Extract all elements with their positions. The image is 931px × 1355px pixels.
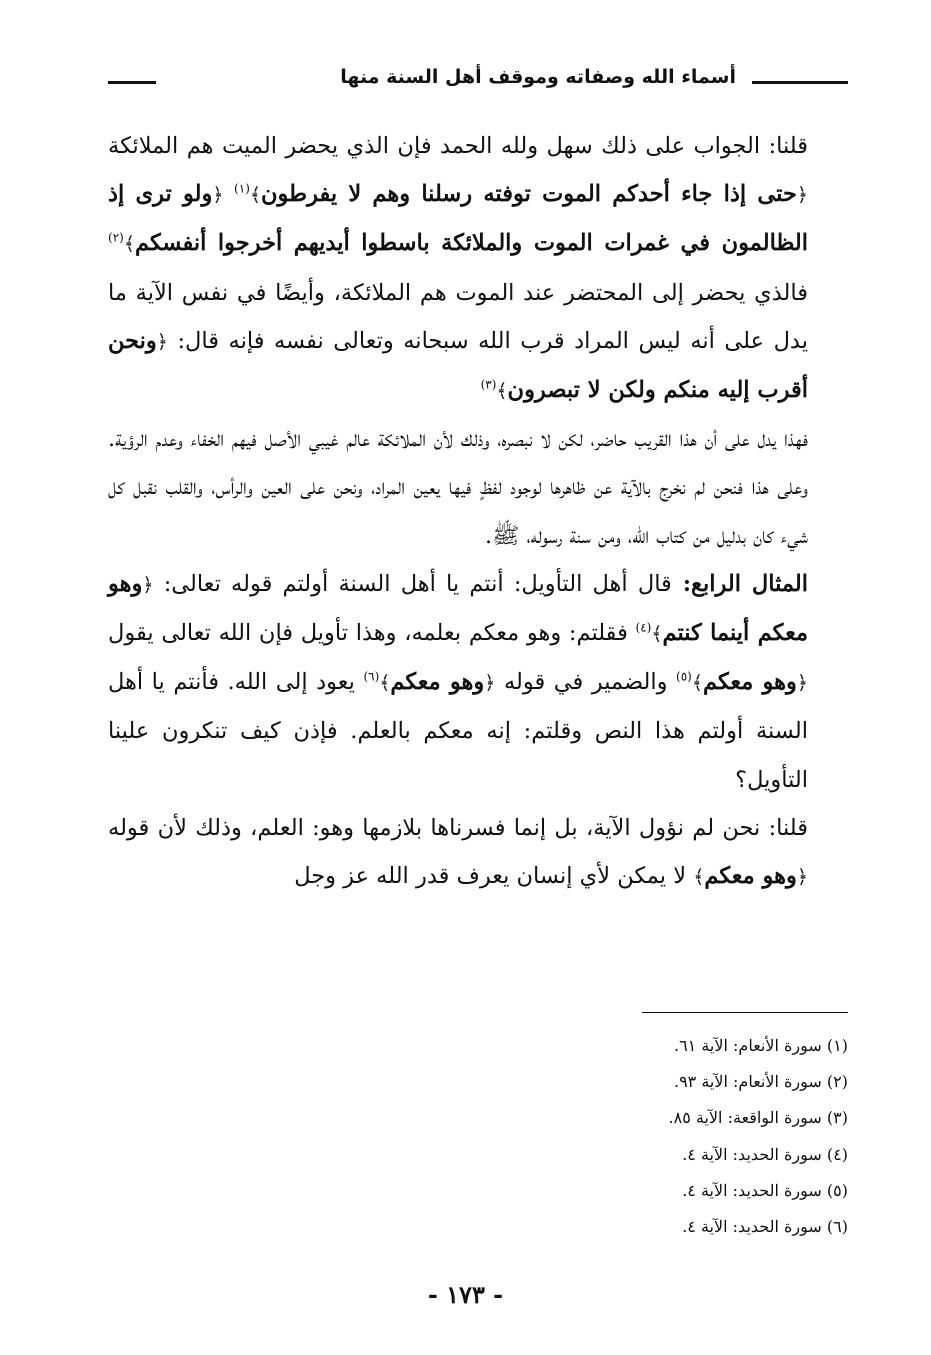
- verse-open-brace: ﴿: [796, 672, 808, 695]
- verse-text: حتى إذا جاء أحدكم الموت توفته رسلنا وهم لا يفرطون: [261, 181, 797, 208]
- verse-close-brace: ﴾: [123, 233, 135, 256]
- paragraph-3: [108, 560, 848, 804]
- footnote-ref: (٦): [363, 669, 380, 684]
- verse-text: وهو معكم: [704, 863, 797, 890]
- verse-open-brace: ﴿: [212, 184, 224, 207]
- footnote-3: (٣) سورة الواقعة: الآية ٨٥.: [668, 1108, 848, 1128]
- footnote-2: (٢) سورة الأنعام: الآية ٩٣.: [673, 1072, 848, 1092]
- verse-open-brace: ﴿: [796, 866, 808, 889]
- footnote-4: (٤) سورة الحديد: الآية ٤.: [682, 1144, 848, 1164]
- verse-text: وهو معكم أينما كنتم: [108, 570, 809, 647]
- paragraph-2: [108, 415, 848, 560]
- footnote-ref: (٥): [676, 669, 692, 684]
- footnote-ref: (١): [234, 181, 250, 196]
- verse-open-brace: ﴿: [796, 184, 808, 207]
- quran-verse: [693, 863, 808, 889]
- quran-verse: [379, 669, 495, 695]
- header-rule-right: [752, 81, 848, 84]
- text-run: قلنا: نحن لم نؤول الآية، بل إنما فسرناها بلازمها وهو: العلم، وذلك لأن قوله: [108, 814, 808, 841]
- footnotes: [348, 1028, 848, 1245]
- paragraph-1: [108, 122, 848, 415]
- verse-open-brace: ﴿: [142, 573, 154, 596]
- text-run: لا يمكن لأي إنسان يعرف قدر الله عز وجل: [294, 863, 694, 890]
- body-text: [108, 122, 848, 901]
- text-run: قال أهل التأويل: أنتم يا أهل السنة أولتم قوله تعالى:: [153, 570, 672, 597]
- footnote-1: (١) سورة الأنعام: الآية ٦١.: [673, 1036, 848, 1055]
- verse-close-brace: ﴾: [693, 866, 705, 889]
- quran-verse: [250, 181, 808, 207]
- footnote-5: (٥) سورة الحديد: الآية ٤.: [682, 1180, 848, 1200]
- verse-close-brace: ﴾: [496, 380, 508, 403]
- verse-open-brace: ﴿: [156, 330, 168, 353]
- footnote-ref: (٣): [480, 377, 497, 392]
- footnote-ref: (٢): [108, 230, 124, 245]
- verse-close-brace: ﴾: [691, 672, 703, 695]
- text-run: والضمير في قوله: [495, 669, 677, 696]
- text-run: فالذي يحضر إلى المحتضر عند الموت هم الملائكة، وأيضًا في نفس الآية ما يدل على أنه ليس المراد قرب الله سبحانه وتعالى نفسه فإنه قال:: [108, 279, 808, 354]
- footnote-divider: [642, 1012, 848, 1013]
- header-title: أسماء الله وصفاته وموقف أهل السنة منها: [340, 66, 736, 88]
- verse-close-brace: ﴾: [651, 623, 663, 646]
- text-run: فهذا يدل على أن هذا القريب حاضر، لكن لا نبصره، وذلك لأن الملائكة عالم غيبي الأصل فيهم الخفاء وعدم الرؤية. وعلى هذا فنحن لم نخرج بالآية عن ظاهرها لوجود لفظٍ فيها يعين المراد، ونحن على العين والرأس، والقلب نقبل كل شيء كان بدليل من كتاب الله، ومن سنة رسوله، ﷺ.: [108, 426, 808, 549]
- section-lead-in: المثال الرابع:: [671, 570, 808, 597]
- quran-verse: [692, 669, 808, 695]
- header-rule-left: [108, 81, 156, 84]
- verse-close-brace: ﴾: [249, 184, 262, 207]
- verse-text: ولو ترى إذ الظالمون في غمرات الموت والملائكة باسطوا أيديهم أخرجوا أنفسكم: [108, 181, 808, 257]
- footnote-6: (٦) سورة الحديد: الآية ٤.: [682, 1217, 848, 1237]
- page-number: - ١٧٣ -: [427, 1280, 504, 1309]
- running-header: [108, 62, 848, 92]
- text-run: فقلتم: وهو معكم بعلمه، وهذا تأويل فإن الله تعالى يقول: [108, 620, 636, 647]
- footnote-ref: (٤): [635, 620, 652, 635]
- verse-text: وهو معكم: [702, 669, 797, 696]
- verse-close-brace: ﴾: [379, 672, 391, 695]
- verse-text: ونحن أقرب إليه منكم ولكن لا تبصرون: [108, 327, 808, 404]
- text-run: يعود إلى الله. فأنتم يا أهل السنة أولتم هذا النص وقلتم: إنه معكم بالعلم. فإذن كيف تنكرون علينا التأويل؟: [108, 669, 808, 793]
- verse-text: وهو معكم: [390, 669, 485, 696]
- verse-open-brace: ﴿: [484, 672, 496, 695]
- text-run: قلنا: الجواب على ذلك سهل ولله الحمد فإن الذي يحضر الميت هم الملائكة: [108, 133, 808, 159]
- paragraph-4: [108, 804, 848, 901]
